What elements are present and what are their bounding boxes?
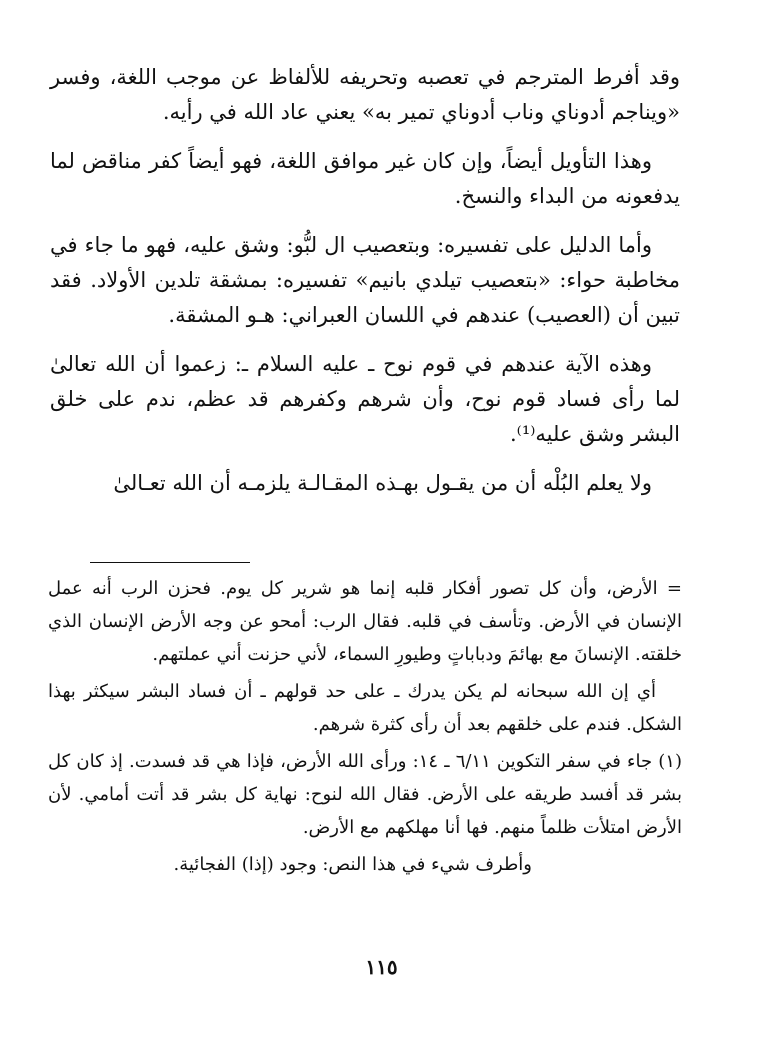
footnote-1: (١) جاء في سفر التكوين ٦/١١ ـ ١٤: ورأى الله الأرض، فإذا هي قد فسدت. إذ كان كل بشر قد أفسد طريقه على الأرض. فقال الله لنوح: نهاية كل بشر قد أتت أمامي. لأن الأرض امتلأت ظلماً منهم. فها أنا مهلكهم مع الأرض. [48, 751, 682, 838]
main-text [50, 60, 680, 515]
paragraph-5: ولا يعلم البُلْه أن من يقـول بهـذه المقـالـة يلزمـه أن الله تعـالىٰ [113, 471, 652, 495]
paragraph-2: وهذا التأويل أيضاً، وإن كان غير موافق اللغة، فهو أيضاً كفر مناقض لما يدفعونه من البداء والنسخ. [50, 149, 680, 208]
footnotes [48, 572, 682, 885]
page-number: ١١٥ [365, 955, 398, 979]
footnote-continuation: = الأرض، وأن كل تصور أفكار قلبه إنما هو شرير كل يوم. فحزن الرب أنه عمل الإنسان في الأرض. وتأسف في قلبه. فقال الرب: أمحو عن وجه الأرض الإنسان الذي خلقته. الإنسانَ مع بهائمَ ودباباتٍ وطيورِ السماء، لأني حزنت أني عملتهم. [48, 578, 682, 665]
footnote-remark: وأطرف شيء في هذا النص: وجود (إذا) الفجائية. [173, 854, 532, 875]
footnote-divider [90, 562, 250, 563]
paragraph-3: وأما الدليل على تفسيره: وبتعصيب ال لبُّو: وشق عليه، فهو ما جاء في مخاطبة حواء: «بتعصيب تيلدي بانيم» تفسيره: بمشقة تلدين الأولاد. فقد تبين أن (العصيب) عندهم في اللسان العبراني: هـو المشقة. [50, 233, 680, 327]
paragraph-4: وهذه الآية عندهم في قوم نوح ـ عليه السلام ـ: زعموا أن الله تعالىٰ لما رأى فساد قوم نوح، وأن شرهم وكفرهم قد عظم، ندم على خلق البشر وشق عليه⁽¹⁾. [50, 352, 680, 446]
footnote-comment: أي إن الله سبحانه لم يكن يدرك ـ على حد قولهم ـ أن فساد البشر سيكثر بهذا الشكل. فندم على خلقهم بعد أن رأى كثرة شرهم. [48, 681, 682, 735]
paragraph-1: وقد أفرط المترجم في تعصبه وتحريفه للألفاظ عن موجب اللغة، وفسر «ويناجم أدوناي وناب أدوناي تمير به» يعني عاد الله في رأيه. [50, 65, 680, 124]
